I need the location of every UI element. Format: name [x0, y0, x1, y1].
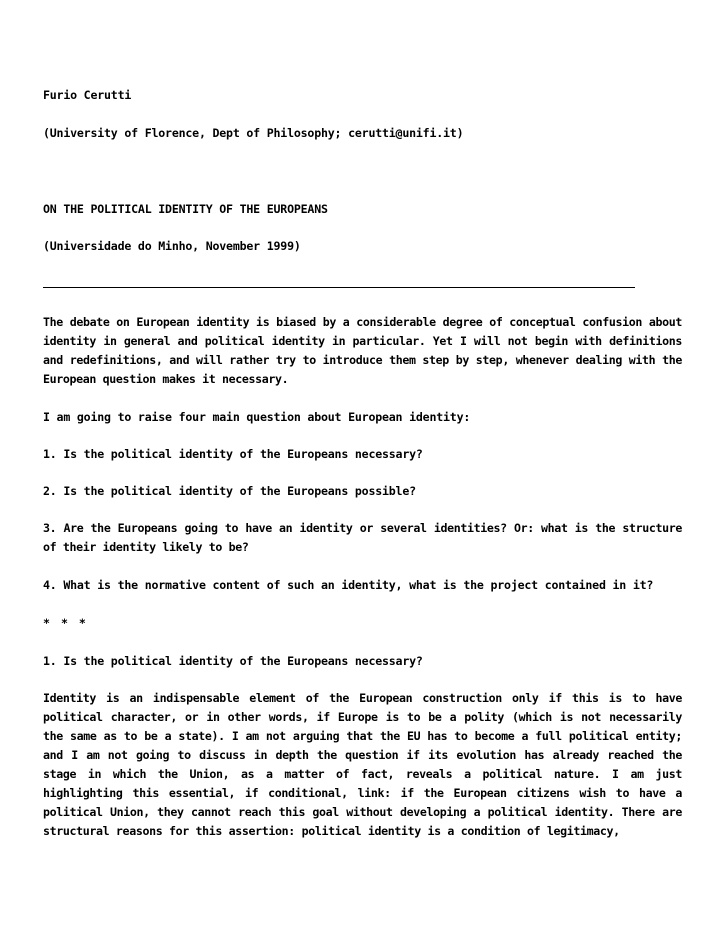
author-affiliation: (University of Florence, Dept of Philosophy; cerutti@unifi.it) [43, 126, 464, 140]
questions-intro: I am going to raise four main question about European identity: [43, 410, 471, 424]
question-1: 1. Is the political identity of the Europeans necessary? [43, 447, 423, 461]
author-name: Furio Cerutti [43, 88, 132, 102]
question-4: 4. What is the normative content of such an identity, what is the project contained in it? [43, 578, 654, 592]
question-3: 3. Are the Europeans going to have an identity or several identities? Or: what is the structure of their identity likely to be? [43, 521, 682, 554]
section-separator: * * * [43, 616, 88, 630]
body-paragraph: Identity is an indispensable element of the European construction only if this is to have political character, or in other words, if Europe is to be a polity (which is not necessarily the same as to be a state). I am not arguing that the EU has to become a full political entity; and I am not going to discuss in depth the question if its evolution has already reached the stage in which the Union, as a matter of fact, reveals a political nature. I am just highlighting this essential, if conditional, link: if the European citizens wish to have a political Union, they cannot reach this goal without developing a political identity. There are structural reasons for this assertion: political identity is a condition of legitimacy, [43, 691, 682, 838]
question-2: 2. Is the political identity of the Europeans possible? [43, 484, 416, 498]
section-heading: 1. Is the political identity of the Europeans necessary? [43, 654, 423, 668]
document-title: ON THE POLITICAL IDENTITY OF THE EUROPEANS [43, 202, 328, 216]
venue-date: (Universidade do Minho, November 1999) [43, 239, 301, 253]
intro-paragraph: The debate on European identity is biased by a considerable degree of conceptual confusion about identity in general and political identity in particular. Yet I will not begin with definitions and redefinitions, and will rather try to introduce them step by step, whenever dealing with the European question makes it necessary. [43, 315, 682, 386]
horizontal-rule [43, 287, 635, 288]
